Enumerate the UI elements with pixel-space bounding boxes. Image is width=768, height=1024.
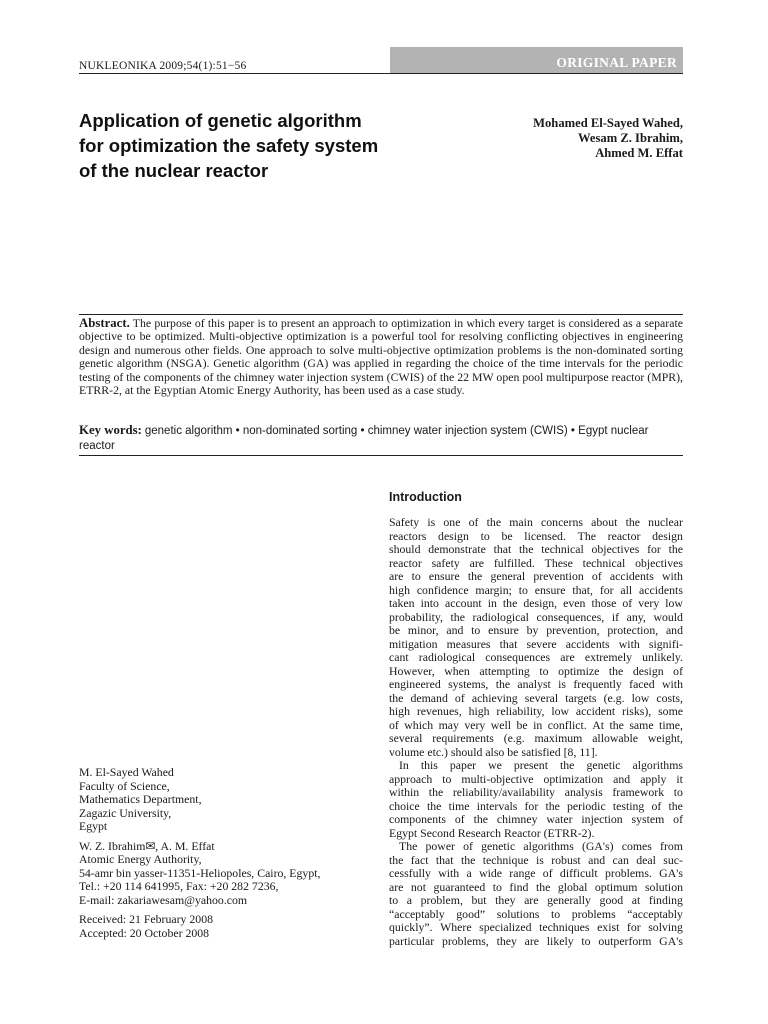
- affiliation-line: E-mail: zakariawesam@yahoo.com: [79, 892, 248, 907]
- author-list: [533, 116, 683, 161]
- affiliation-line: Zagazic University,: [79, 805, 172, 820]
- author: Mohamed El-Sayed Wahed,: [533, 116, 683, 130]
- journal-citation: NUKLEONIKA 2009;54(1):51−56: [79, 60, 247, 72]
- body-line: high confidence margin; to ensure that, for all accidents: [389, 582, 683, 597]
- affiliation-line: W. Z. Ibrahim✉, A. M. Effat: [79, 838, 215, 853]
- abstract-label: Abstract.: [79, 316, 130, 330]
- affiliation-line: Accepted: 20 October 2008: [79, 925, 210, 940]
- paper-title: [79, 108, 409, 183]
- title-line: Application of genetic algorithm: [79, 110, 362, 131]
- affiliation-line: 54-amr bin yasser-11351-Heliopoles, Cairo, Egypt,: [79, 865, 321, 880]
- body-line: are to ensure the general prevention of accidents with: [389, 569, 683, 583]
- affiliation-line: Atomic Energy Authority,: [79, 852, 202, 866]
- body-line: the fact that the technique is robust and can deal suc-: [389, 852, 683, 867]
- body-line: within the reliability/availability analysis framework to: [389, 785, 683, 799]
- body-line: taken into account in the design, even those of very low: [389, 596, 683, 610]
- body-line: particular problems, they are likely to outperform GA's: [389, 933, 683, 948]
- body-line: cessfully with a wide range of difficult problems. GA's: [389, 866, 683, 880]
- abstract-text: The purpose of this paper is to present an approach to optimization in which every target is considered as a separate objective to be optimized. Multi-objective optimization is a powerful tool for resolving conflicting objectives in engineering design and numerous other fields. One approach to solve multi-objective optimization problems is the non-dominated sorting genetic algorithm (NSGA). Genetic algorithm (GA) was applied in regarding the choice of the time intervals for the periodic testing of the components of the chimney water injection system (CWIS) of the 22 MW open pool multipurpose reactor (MPR), ETRR-2, at the Egyptian Atomic Energy Authority, has been used as a case study.: [79, 316, 683, 398]
- body-line: be minor, and to ensure by prevention, protection, and: [389, 623, 683, 637]
- body-line: reactors design to be licensed. The reactor design: [389, 528, 683, 543]
- affiliation-line: Mathematics Department,: [79, 792, 202, 806]
- article-type-label: ORIGINAL PAPER: [556, 55, 677, 70]
- body-line: Egypt Second Research Reactor (ETRR-2).: [389, 825, 595, 840]
- affiliation-line: M. El-Sayed Wahed: [79, 765, 174, 779]
- keywords: [79, 423, 683, 453]
- title-line: for optimization the safety system: [79, 135, 379, 156]
- body-line: approach to multi-objective optimization and apply it: [389, 771, 683, 786]
- body-line: components of the chimney water injection system of: [389, 812, 683, 826]
- body-line: to a problem, but they are generally good at finding: [389, 893, 683, 907]
- body-line: the demand of achieving several targets (e.g. low costs,: [389, 690, 683, 705]
- body-line: engineered systems, the analyst is frequently faced with: [389, 677, 683, 691]
- body-line: of which may very well be in conflict. At the same time,: [389, 717, 683, 732]
- keywords-rule: [79, 455, 683, 456]
- introduction-body: [389, 516, 683, 948]
- affiliation-block-2: [79, 840, 369, 908]
- body-line: Safety is one of the main concerns about the nuclear: [389, 515, 683, 529]
- abstract: [79, 317, 683, 397]
- affiliations: [79, 766, 369, 940]
- body-line: several requirements (e.g. maximum allowable weight,: [389, 731, 683, 745]
- body-line: reactor safety are fulfilled. These technical objectives: [389, 555, 683, 570]
- body-line: should demonstrate that the technical objectives for the: [389, 542, 683, 556]
- body-line: mitigation measures that severe accidents with signifi-: [389, 636, 683, 651]
- section-heading: Introduction: [389, 490, 462, 504]
- header-rule: [79, 73, 683, 74]
- dates-block: [79, 913, 369, 940]
- author: Wesam Z. Ibrahim,: [578, 131, 683, 145]
- affiliation-line: Received: 21 February 2008: [79, 912, 213, 926]
- body-line: cant radiological consequences are extremely unlikely.: [389, 650, 683, 664]
- body-line: choice the time intervals for the periodic testing of the: [389, 798, 683, 813]
- article-type-badge: [390, 47, 683, 73]
- affiliation-line: Egypt: [79, 819, 108, 833]
- body-line: are not guaranteed to find the global optimum solution: [389, 879, 683, 894]
- affiliation-line: Faculty of Science,: [79, 778, 170, 793]
- keywords-label: Key words:: [79, 423, 142, 437]
- author: Ahmed M. Effat: [595, 146, 683, 160]
- body-line: quickly”. Where specialized techniques exist for solving: [389, 920, 683, 934]
- body-line: probability, the radiological consequences, if any, would: [389, 609, 683, 624]
- body-line: In this paper we present the genetic algorithms: [399, 758, 683, 772]
- affiliation-line: Tel.: +20 114 641995, Fax: +20 282 7236,: [79, 879, 279, 893]
- body-line: However, when attempting to optimize the design of: [389, 663, 683, 678]
- abstract-rule: [79, 314, 683, 315]
- body-line: “acceptably good” solutions to problems “acceptably: [389, 906, 683, 921]
- body-line: The power of genetic algorithms (GA's) comes from: [399, 839, 683, 853]
- body-line: volume etc.) should also be satisfied [8, 11].: [389, 744, 598, 759]
- title-line: of the nuclear reactor: [79, 160, 269, 181]
- keywords-text: genetic algorithm • non-dominated sorting • chimney water injection system (CWIS) • Egypt nuclear reactor: [79, 425, 649, 452]
- affiliation-block-1: [79, 766, 369, 834]
- body-line: high revenues, high reliability, low accident risks), some: [389, 704, 683, 718]
